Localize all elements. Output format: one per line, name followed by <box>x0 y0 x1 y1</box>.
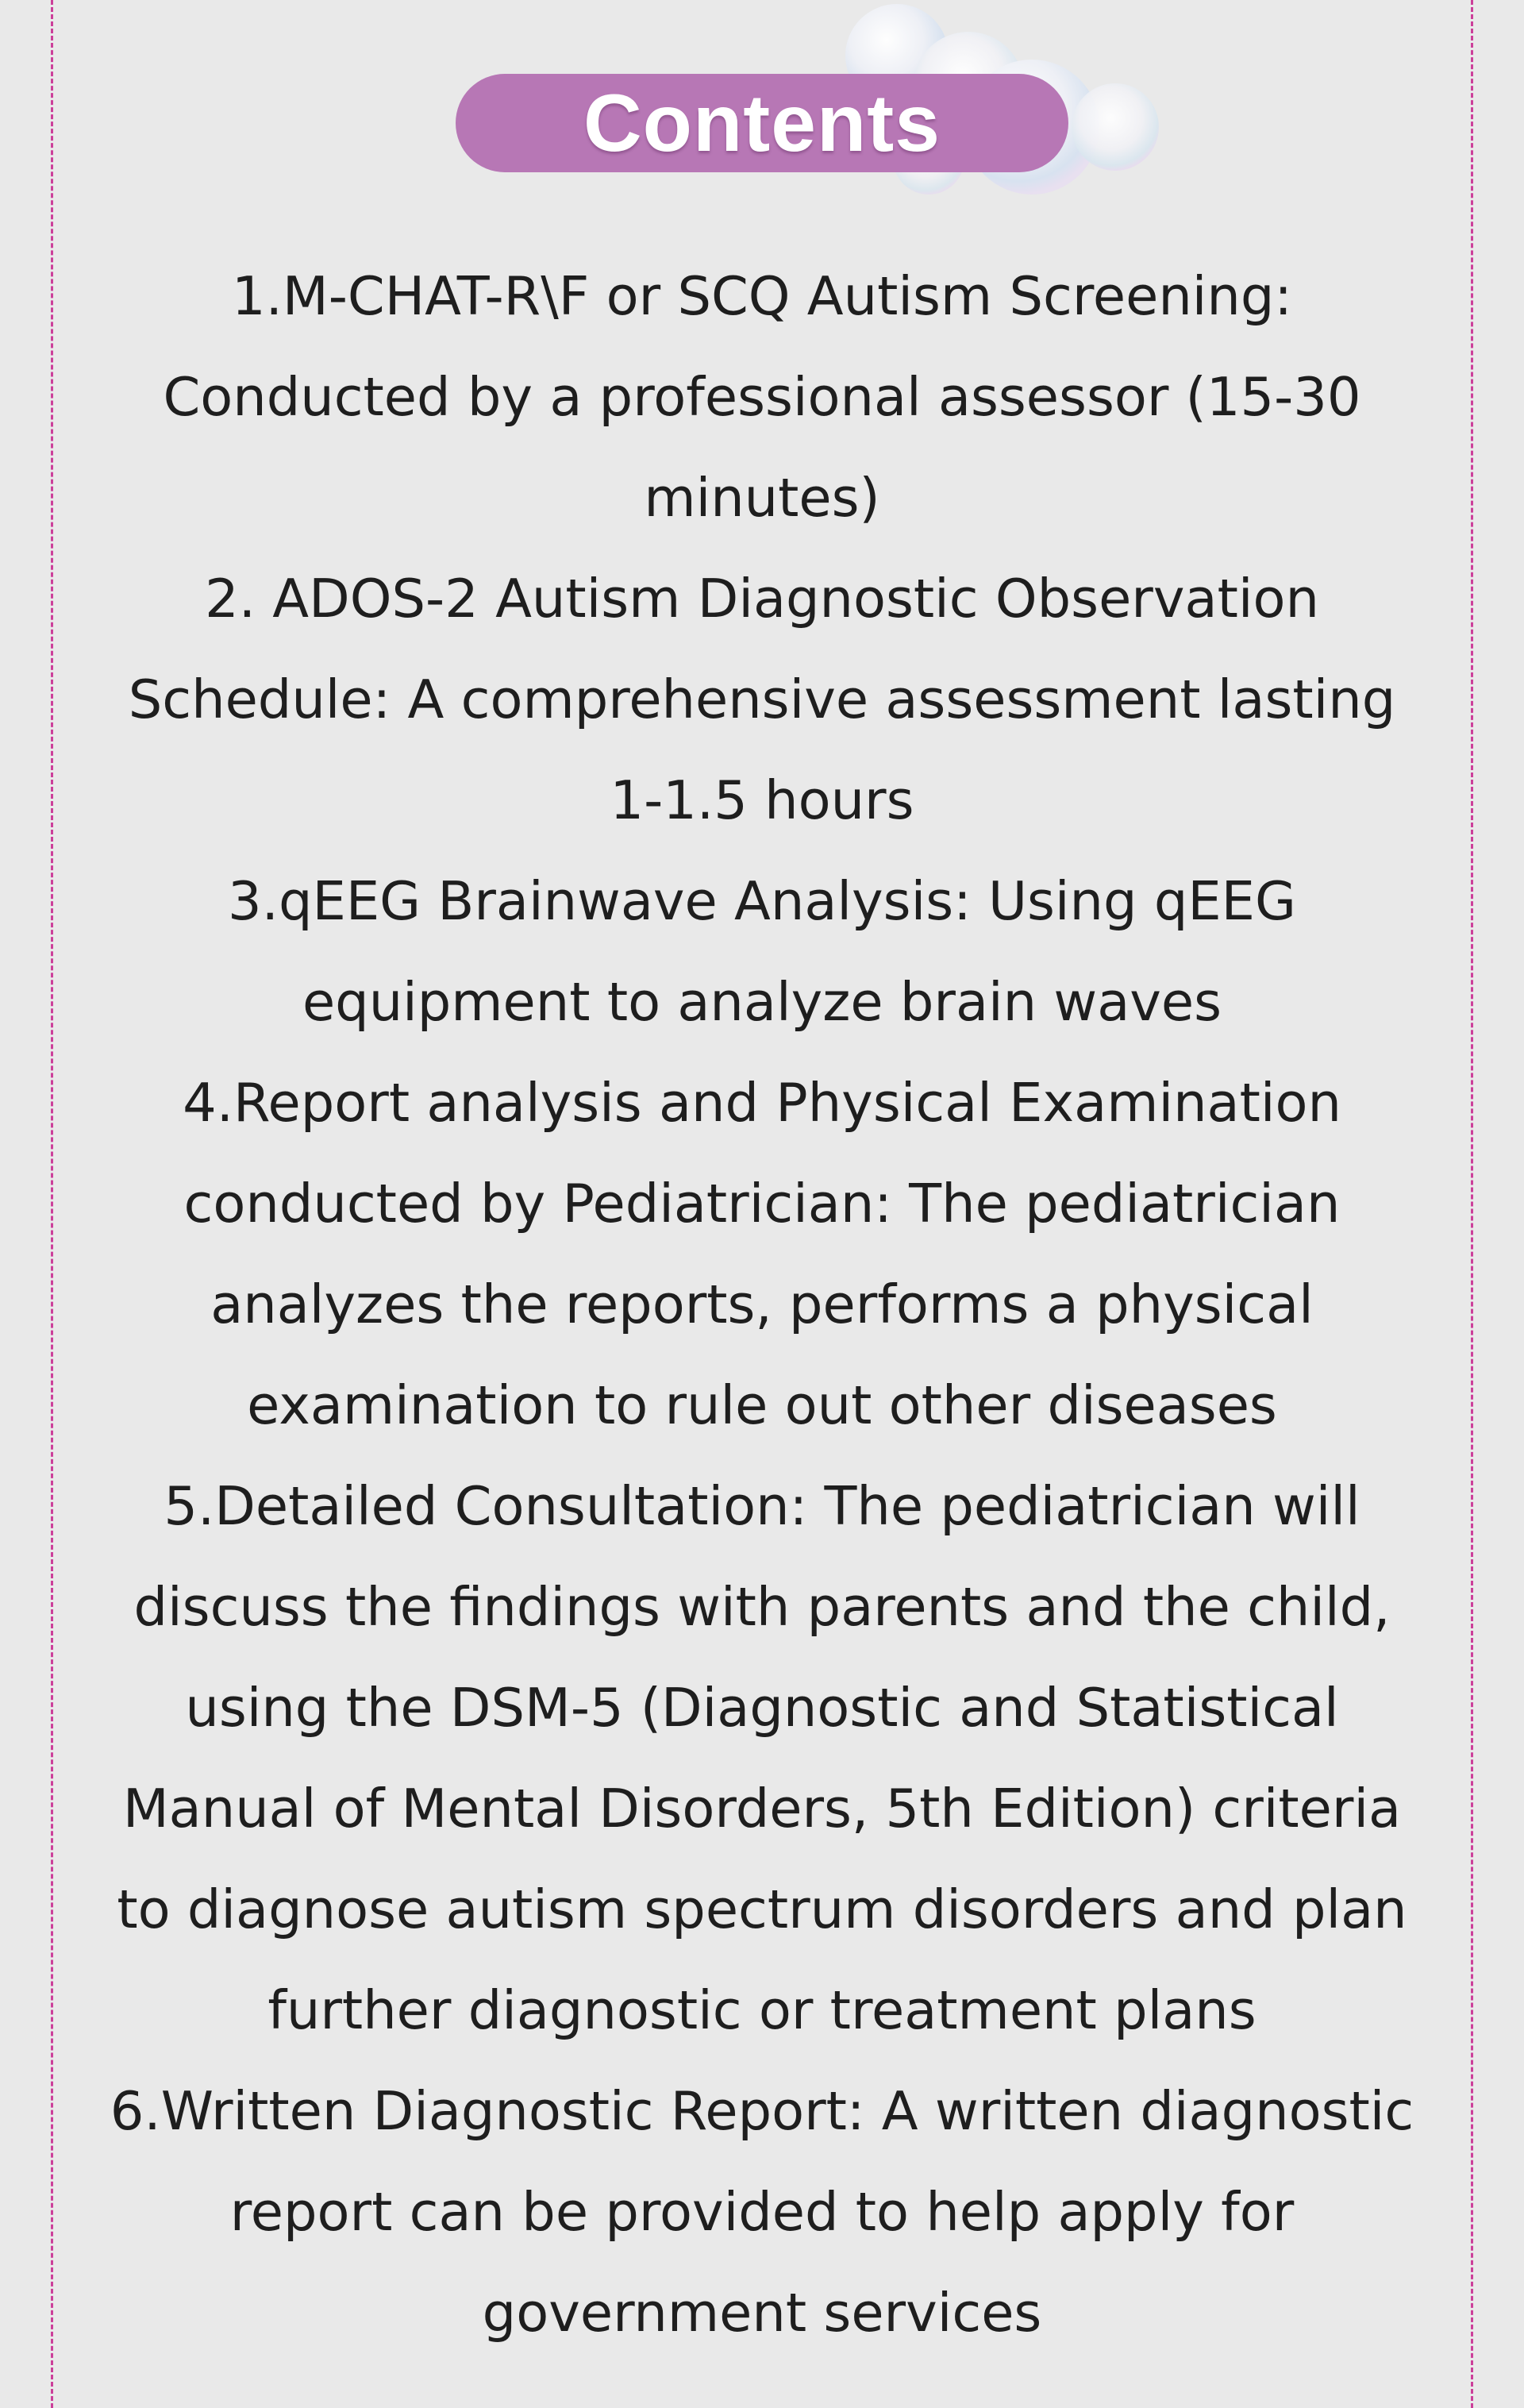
contents-item-2: 2. ADOS-2 Autism Diagnostic Observation Schedule: A comprehensive assessment lasting 1-1.5 hours <box>128 568 1396 831</box>
header <box>0 0 1524 206</box>
contents-item-1: 1.M-CHAT-R\F or SCQ Autism Screening: Conducted by a professional assessor (15-30 minutes) <box>163 265 1361 529</box>
contents-list <box>103 246 1421 2364</box>
contents-item-5: 5.Detailed Consultation: The pediatrician will discuss the findings with parents and the child, using the DSM-5 (Diagnostic and Statistical Manual of Mental Disorders, 5th Edition) criteria to diagnose autism spectrum disorders and plan further diagnostic or treatment plans <box>117 1475 1407 2041</box>
contents-item-6: 6.Written Diagnostic Report: A written diagnostic report can be provided to help apply for government services <box>110 2080 1414 2344</box>
contents-item-3: 3.qEEG Brainwave Analysis: Using qEEG equipment to analyze brain waves <box>228 870 1296 1033</box>
page-title: Contents <box>583 78 941 168</box>
left-dashed-border <box>51 0 53 2408</box>
title-pill <box>456 74 1068 172</box>
contents-item-4: 4.Report analysis and Physical Examination conducted by Pediatrician: The pediatrician analyzes the reports, performs a physical examination to rule out other diseases <box>183 1072 1341 1436</box>
right-dashed-border <box>1471 0 1473 2408</box>
